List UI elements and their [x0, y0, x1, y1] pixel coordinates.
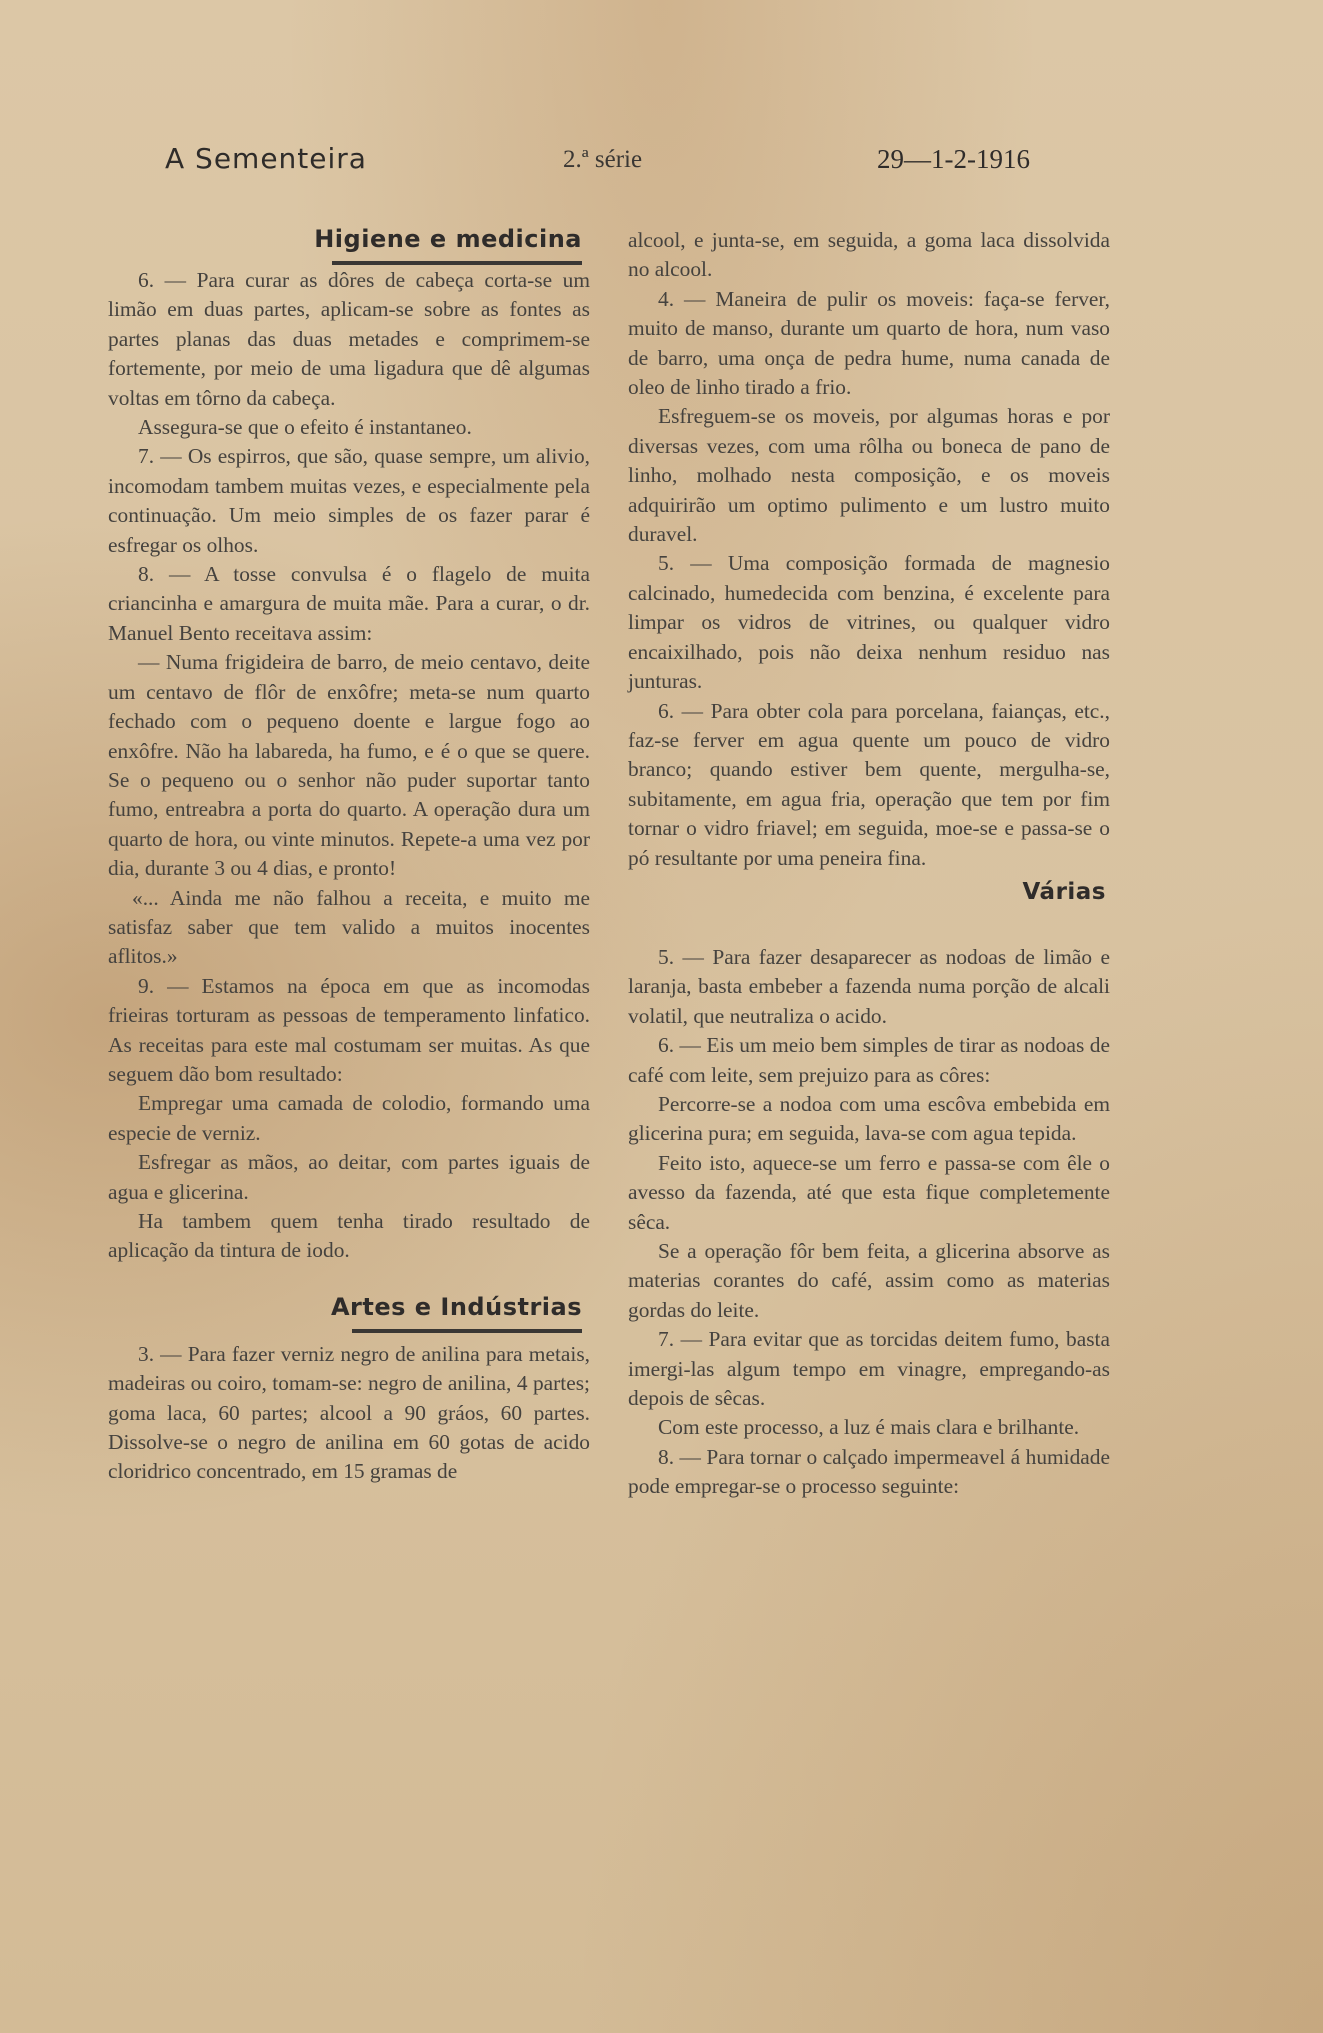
page-header: [165, 142, 1085, 186]
paragraph-artes-6: 6. — Para obter cola para porcelana, faianças, etc., faz-se ferver em agua quente um pouco de vidro branco; quando estiver bem quente, mergulha-se, subitamente, em agua fria, operação que tem por fim tornar o vidro friavel; em seguida, moe-se e passa-se o pó resultante por uma peneira fina.: [628, 698, 1110, 870]
paragraph-artes-4: 4. — Maneira de pulir os moveis: faça-se ferver, muito de manso, durante um quarto de hora, num vaso de barro, uma onça de pedra hume, numa canada de oleo de linho tirado a frio.: [628, 286, 1110, 400]
paragraph-artes-3-cont: alcool, e junta-se, em seguida, a goma laca dissolvida no alcool.: [628, 228, 1110, 282]
paragraph-varias-5: 5. — Para fazer desaparecer as nodoas de limão e laranja, basta embeber a fazenda numa porção de alcali volatil, que neutraliza o acido.: [628, 944, 1110, 1028]
paragraph-varias-6: 6. — Eis um meio bem simples de tirar as nodoas de café com leite, sem prejuizo para as côres:: [628, 1033, 1110, 1087]
left-column: [108, 224, 590, 1487]
paragraph-higiene-8c: «... Ainda me não falhou a receita, e muito me satisfaz saber que tem valido a muitos inocentes aflitos.»: [108, 885, 590, 969]
section-rule: [352, 1329, 582, 1333]
section-title-varias: [628, 877, 1110, 913]
publication-title: A Sementeira: [165, 142, 367, 175]
paragraph-artes-3: 3. — Para fazer verniz negro de anilina para metais, madeiras ou coiro, tomam-se: negro de anilina, 4 partes; goma laca, 60 partes; alcool a 90 gráos, 60 partes. Dissolve-se o negro de anilina em 60 gotas de acido cloridrico concentrado, em 15 gramas de: [108, 1341, 590, 1484]
paragraph-varias-6c: Feito isto, aquece-se um ferro e passa-se com êle o avesso da fazenda, até que esta fique completemente sêca.: [628, 1150, 1110, 1234]
paragraph-higiene-9c: Esfregar as mãos, ao deitar, com partes iguais de agua e glicerina.: [108, 1150, 590, 1204]
section-title-artes-text: Artes e Indústrias: [330, 1292, 582, 1321]
paragraph-varias-7b: Com este processo, a luz é mais clara e brilhante.: [658, 1415, 1080, 1440]
paragraph-higiene-7: 7. — Os espirros, que são, quase sempre, um alivio, incomodam tambem muitas vezes, e especialmente pela continuação. Um meio simples de os fazer parar é esfregar os olhos.: [108, 444, 590, 557]
paragraph-higiene-8b: — Numa frigideira de barro, de meio centavo, deite um centavo de flôr de enxôfre; meta-se num quarto fechado com o pequeno doente e largue fogo ao enxôfre. Não ha labareda, ha fumo, e é o que se quere. Se o pequeno ou o senhor não puder suportar tanto fumo, entreabra a porta do quarto. A operação dura um quarto de hora, ou vinte minutos. Repete-a uma vez por dia, durante 3 ou 4 dias, e pronto!: [108, 650, 590, 881]
paragraph-artes-4b: Esfreguem-se os moveis, por algumas horas e por diversas vezes, com uma rôlha ou boneca de pano de linho, molhado nesta composição, e os moveis adquirirão um optimo pulimento e um lustro muito duravel.: [628, 404, 1110, 547]
issue-date: 29—1-2-1916: [877, 144, 1030, 174]
paragraph-varias-7: 7. — Para evitar que as torcidas deitem fumo, basta imergi-las algum tempo em vinagre, empregando-as depois de sêcas.: [628, 1327, 1110, 1411]
right-column: [628, 226, 1110, 1502]
paragraph-higiene-9d: Ha tambem quem tenha tirado resultado de aplicação da tintura de iodo.: [108, 1209, 590, 1263]
paragraph-artes-5: 5. — Uma composição formada de magnesio calcinado, humedecida com benzina, é excelente para limpar os vidros de vitrines, ou qualquer vidro encaixilhado, pois não deixa nenhum residuo nas junturas.: [628, 551, 1110, 694]
section-rule: [332, 261, 582, 265]
paragraph-higiene-9b: Empregar uma camada de colodio, formando uma especie de verniz.: [108, 1091, 590, 1145]
series-label: 2.ª série: [563, 146, 643, 173]
section-title-higiene-text: Higiene e medicina: [314, 225, 582, 253]
paragraph-higiene-8: 8. — A tosse convulsa é o flagelo de muita criancinha e amargura de muita mãe. Para a curar, o dr. Manuel Bento receitava assim:: [108, 562, 590, 645]
paragraph-higiene-6: 6. — Para curar as dôres de cabeça corta-se um limão em duas partes, aplicam-se sobre as fontes as partes planas das duas metades e comprimem-se fortemente, por meio de uma ligadura que dê algumas voltas em tôrno da cabeça.: [108, 268, 590, 410]
paragraph-varias-6d: Se a operação fôr bem feita, a glicerina absorve as materias corantes do café, assim como as materias gordas do leite.: [628, 1239, 1110, 1322]
paragraph-varias-8: 8. — Para tornar o calçado impermeavel á humidade pode empregar-se o processo seguinte:: [628, 1444, 1110, 1499]
section-title-artes: [108, 1292, 590, 1328]
paragraph-varias-6b: Percorre-se a nodoa com uma escôva embebida em glicerina pura; em seguida, lava-se com agua tepida.: [628, 1091, 1110, 1146]
paragraph-higiene-9: 9. — Estamos na época em que as incomodas frieiras torturam as pessoas de temperamento linfatico. As receitas para este mal costumam ser muitas. As que seguem dão bom resultado:: [108, 973, 590, 1086]
section-title-higiene: [108, 224, 590, 260]
paragraph-higiene-6b: Assegura-se que o efeito é instantaneo.: [138, 415, 472, 440]
section-title-varias-text: Várias: [1022, 878, 1106, 905]
